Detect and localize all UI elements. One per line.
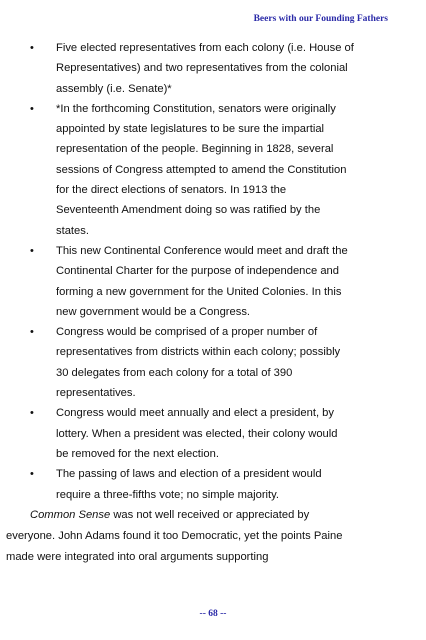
- bullet-line: Congress would be comprised of a proper number of: [56, 326, 318, 339]
- book-title: Common Sense: [30, 508, 111, 521]
- bullet-line: assembly (i.e. Senate)*: [56, 82, 172, 95]
- page-body: [6, 38, 392, 568]
- bullet-line: The passing of laws and election of a president would: [56, 468, 322, 481]
- bullet-line: Seventeenth Amendment doing so was ratified by the: [56, 204, 321, 217]
- bullet-item: [30, 322, 392, 403]
- bullet-item: [30, 464, 392, 505]
- bullet-marker: •: [30, 102, 34, 115]
- bullet-item: [30, 241, 392, 322]
- bullet-line: Congress would meet annually and elect a president, by: [56, 407, 334, 420]
- bullet-item: [30, 403, 392, 464]
- bullet-marker: •: [30, 407, 34, 420]
- bullet-line: lottery. When a president was elected, their colony would: [56, 427, 338, 440]
- bullet-line: Five elected representatives from each colony (i.e. House of: [56, 42, 354, 54]
- bullet-line: This new Continental Conference would meet and draft the: [56, 244, 348, 257]
- bullet-line: Continental Charter for the purpose of independence and: [56, 265, 339, 278]
- bullet-list: [30, 38, 392, 505]
- bullet-marker: •: [30, 326, 34, 339]
- bullet-line: require a three-fifths vote; no simple majority.: [56, 488, 280, 501]
- bullet-line: forming a new government for the United Colonies. In this: [56, 285, 342, 298]
- bullet-line: appointed by state legislatures to be sure the impartial: [56, 123, 325, 136]
- bullet-line: sessions of Congress attempted to amend the Constitution: [56, 163, 347, 176]
- paragraph-line: everyone. John Adams found it too Democratic, yet the points Paine: [6, 529, 343, 542]
- running-head: Beers with our Founding Fathers: [253, 14, 388, 24]
- bullet-line: Representatives) and two representatives from the colonial: [56, 62, 348, 75]
- bullet-line: representatives.: [56, 387, 136, 400]
- bullet-line: 30 delegates from each colony for a total of 390: [56, 366, 293, 379]
- bullet-item: [30, 38, 392, 99]
- bullet-line: for the direct elections of senators. In 1913 the: [56, 184, 287, 197]
- bullet-line: representatives from districts within each colony; possibly: [56, 346, 341, 359]
- bullet-line: representation of the people. Beginning in 1828, several: [56, 143, 334, 156]
- bullet-item: [30, 99, 392, 241]
- bullet-marker: •: [30, 42, 34, 54]
- paragraph-line: made were integrated into oral arguments supporting: [6, 550, 269, 563]
- bullet-marker: •: [30, 468, 34, 481]
- bullet-line: new government would be a Congress.: [56, 305, 251, 318]
- closing-paragraph: [6, 505, 406, 568]
- bullet-line: be removed for the next election.: [56, 447, 219, 460]
- bullet-line: *In the forthcoming Constitution, senators were originally: [56, 102, 336, 115]
- bullet-line: states.: [56, 224, 89, 237]
- paragraph-line: was not well received or appreciated by: [110, 508, 310, 521]
- page-number: -- 68 --: [199, 609, 227, 619]
- bullet-marker: •: [30, 244, 34, 257]
